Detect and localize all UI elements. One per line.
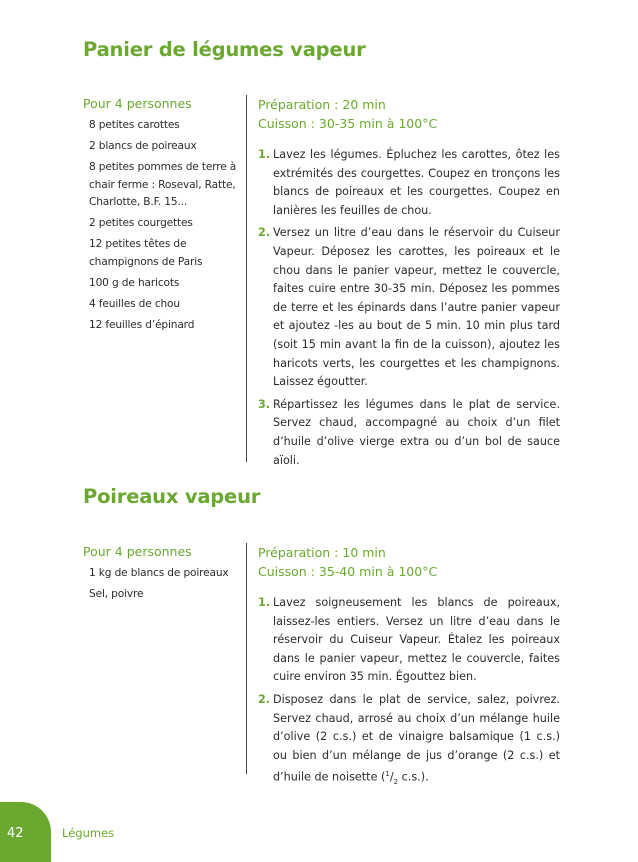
step-list: [258, 594, 560, 796]
step-item: 2. Disposez dans le plat de service, salez, poivrez. Servez chaud, arrosé au choix d’un mélange huile d’olive (2 c.s.) et de vinaigre balsamique (1 c.s.) ou bien d’un mélange de jus d’orange (2 c.s.) et d’huile de noisette ($^1/_2$ c.s.).: [258, 692, 560, 787]
step-item: [258, 224, 560, 391]
column-divider: [246, 543, 247, 774]
recipe-title: Poireaux vapeur: [83, 485, 261, 508]
step-text: Répartissez les légumes dans le plat de service. Servez chaud, accompagné au choix d’un filet d’huile d’olive vierge extra ou d’un bol de sauce aïoli.: [273, 397, 560, 467]
ingredient-item: 2 blancs de poireaux: [89, 140, 197, 153]
step-number: 2.: [258, 692, 271, 706]
ingredient-item: Sel, poivre: [89, 588, 144, 601]
cook-time: Cuisson : 30-35 min à 100°C: [258, 116, 438, 131]
page-number: 42: [7, 826, 24, 841]
step-number: 2.: [258, 226, 271, 240]
ingredient-item: 100 g de haricots: [89, 276, 180, 289]
ingredient-item: 4 feuilles de chou: [89, 298, 180, 311]
prep-time: Préparation : 20 min: [258, 97, 386, 112]
step-item: [258, 146, 560, 220]
step-text: Lavez soigneusement les blancs de poireaux, laissez-les entiers. Versez un litre d’eau dans le réservoir du Cuiseur Vapeur. Étalez les poireaux dans le panier vapeur, mettez le couvercle, faites cuire environ 35 min. Égouttez bien.: [273, 596, 560, 684]
step-item: [258, 396, 560, 470]
column-divider: [246, 95, 247, 462]
ingredient-list: [89, 117, 241, 338]
cook-time: Cuisson : 35-40 min à 100°C: [258, 564, 438, 579]
timing-block: [258, 543, 437, 581]
ingredient-item: 1 kg de blancs de poireaux: [89, 567, 229, 579]
step-text: Lavez les légumes. Épluchez les carottes, ôtez les extrémités des courgettes. Coupez en tronçons les blancs de poireaux et les courgettes. Coupez en lanières les feuilles de chou.: [273, 148, 560, 217]
prep-time: Préparation : 10 min: [258, 545, 386, 560]
ingredient-item: 8 petites carottes: [89, 119, 180, 131]
step-number: 3.: [258, 397, 271, 411]
fraction-denominator: 2: [393, 778, 399, 787]
servings-label: Pour 4 personnes: [83, 96, 192, 111]
step-text: Disposez dans le plat de service, salez, poivrez. Servez chaud, arrosé au choix d’un mélange huile d’olive (2 c.s.) et de vinaigre balsamique (1 c.s.) ou bien d’un mélange de jus d’orange (2 c.s.) et d’huile de noisette (: [273, 692, 560, 785]
step-text: Versez un litre d’eau dans le réservoir du Cuiseur Vapeur. Déposez les carottes, les poireaux et le chou dans le panier vapeur, mettez le couvercle, faites cuire entre 30-35 min. Déposez les pommes de terre et les épinards dans l’autre panier vapeur et ajoutez -les au bout de 5 min. 10 min plus tard (soit 15 min avant la fin de la cuisson), ajoutez les haricots verts, les courgettes et les champignons. Laissez égoutter.: [273, 226, 560, 389]
step-number: 1.: [258, 596, 271, 609]
step-list: [258, 146, 560, 474]
step-number: 1.: [258, 148, 271, 161]
ingredient-item: 8 petites pommes de terre à chair ferme : Roseval, Ratte, Charlotte, B.F. 15...: [89, 161, 237, 209]
section-name: Légumes: [62, 826, 115, 840]
ingredient-list: [89, 565, 241, 607]
timing-block: [258, 95, 437, 133]
ingredient-item: 12 petites têtes de champignons de Paris: [89, 238, 203, 268]
recipe-title: Panier de légumes vapeur: [83, 38, 366, 61]
fraction-numerator: 1: [385, 770, 390, 779]
ingredient-item: 2 petites courgettes: [89, 217, 193, 230]
step-item: [258, 594, 560, 687]
ingredient-item: 12 feuilles d’épinard: [89, 319, 195, 332]
step-text-end: c.s.).: [398, 771, 429, 785]
servings-label: Pour 4 personnes: [83, 544, 192, 559]
